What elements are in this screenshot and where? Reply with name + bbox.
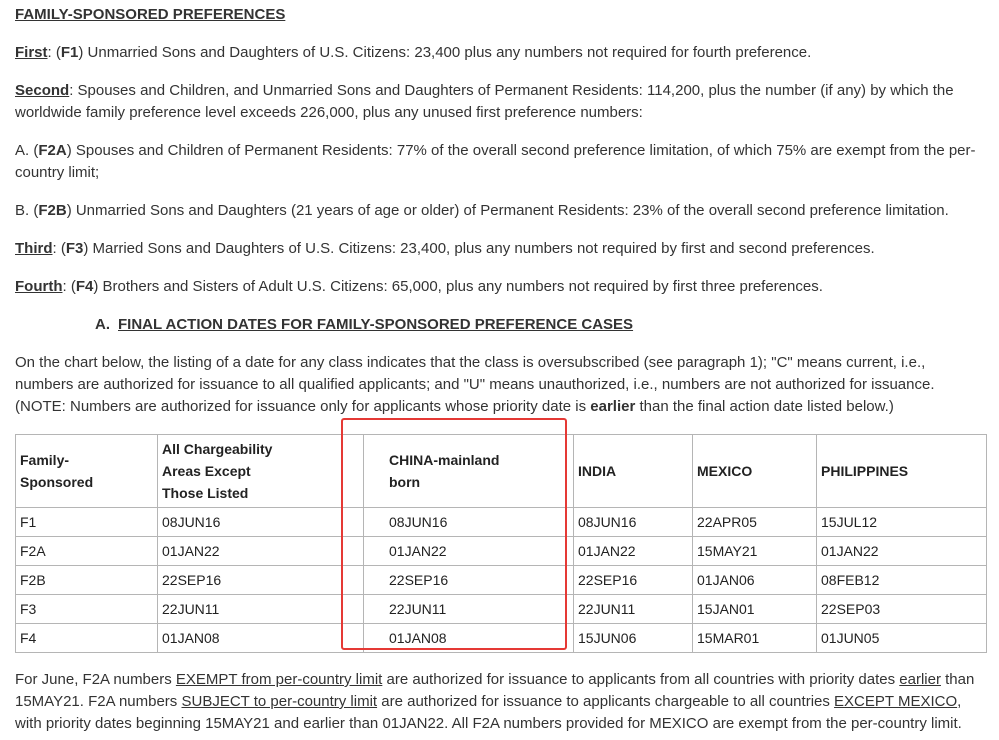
subheading-letter: A. xyxy=(95,316,110,333)
date-cell: 08JUN16 xyxy=(158,508,364,537)
date-cell: 08JUN16 xyxy=(574,508,693,537)
f1-code: F1 xyxy=(60,44,79,61)
table-row xyxy=(16,566,987,595)
preference-cell: F2A xyxy=(16,537,158,566)
header-china-mainland: CHINA-mainland born xyxy=(364,435,574,508)
footer-text-3: than 15MAY21. F2A numbers xyxy=(15,671,975,710)
intro-text-1: On the chart below, the listing of a date for any class indicates that the class is oversubscribed (see paragraph 1); "C" means current, i.e., numbers are authorized for issuance to all qualified applicants; and "U" means unauthorized, i.e., numbers are not authorized for issuance. (NOTE: Numbers are authorized for issuance only for applicants whose priority date is xyxy=(15,354,935,415)
date-cell: 01JAN22 xyxy=(574,537,693,566)
date-cell: 15JUL12 xyxy=(817,508,987,537)
footer-text-5: , with priority dates beginning 15MAY21 and earlier than 01JAN22. All F2A numbers provided for MEXICO are exempt from the per-country limit. xyxy=(15,693,962,732)
table-row xyxy=(16,508,987,537)
third-label: Third xyxy=(15,240,53,257)
preference-cell: F2B xyxy=(16,566,158,595)
footer-paragraph xyxy=(15,669,980,735)
date-cell: 15JUN06 xyxy=(574,624,693,653)
f2b-paragraph xyxy=(15,200,980,222)
earlier-link[interactable]: earlier xyxy=(899,671,941,688)
table-row xyxy=(16,624,987,653)
f2a-prefix: A. ( xyxy=(15,142,39,159)
footer-text-1: For June, F2A numbers xyxy=(15,671,176,688)
header-india: INDIA xyxy=(574,435,693,508)
second-label: Second xyxy=(15,82,70,99)
f2a-code: F2A xyxy=(38,142,67,159)
f2b-prefix: B. ( xyxy=(15,202,39,219)
table-header-row xyxy=(16,435,987,508)
date-cell: 01JAN22 xyxy=(158,537,364,566)
date-cell: 22SEP16 xyxy=(158,566,364,595)
second-text: : Spouses and Children, and Unmarried Sons and Daughters of Permanent Residents: 114,200, plus the number (if any) by which the worldwide family preference level exceeds 226,000, plus any unused first preference numbers: xyxy=(15,82,954,121)
f2b-code: F2B xyxy=(38,202,67,219)
header-family-sponsored: Family- Sponsored xyxy=(16,435,158,508)
header-all-chargeability: All Chargeability Areas Except Those Listed xyxy=(158,435,364,508)
date-cell: 15MAR01 xyxy=(693,624,817,653)
footer-text-2: are authorized for issuance to applicants from all countries with priority dates xyxy=(382,671,900,688)
final-action-dates-table xyxy=(15,434,987,653)
header-mexico: MEXICO xyxy=(693,435,817,508)
f4-code: F4 xyxy=(75,278,94,295)
intro-text-2: than the final action date listed below.) xyxy=(635,398,894,415)
f2a-paragraph xyxy=(15,140,980,184)
fourth-preference-paragraph: Fourth: (F4) Brothers and Sisters of Adult U.S. Citizens: 65,000, plus any numbers not required by first three preferences. xyxy=(15,278,823,295)
date-cell: 15JAN01 xyxy=(693,595,817,624)
final-action-dates-heading xyxy=(95,314,633,336)
intro-bold: earlier xyxy=(590,398,636,415)
section-heading: FAMILY-SPONSORED PREFERENCES xyxy=(15,6,286,23)
fourth-text: ) Brothers and Sisters of Adult U.S. Citizens: 65,000, plus any numbers not required by first three preferences. xyxy=(93,278,823,295)
f3-code: F3 xyxy=(65,240,84,257)
date-cell: 22JUN11 xyxy=(574,595,693,624)
subject-link[interactable]: SUBJECT to per-country limit xyxy=(181,693,378,710)
preference-cell: F4 xyxy=(16,624,158,653)
date-cell: 01JAN08 xyxy=(364,624,574,653)
date-cell: 15MAY21 xyxy=(693,537,817,566)
second-preference-paragraph xyxy=(15,80,980,124)
preference-cell: F1 xyxy=(16,508,158,537)
chart-intro-paragraph xyxy=(15,352,980,418)
first-label: First xyxy=(15,44,48,61)
date-cell: 01JUN05 xyxy=(817,624,987,653)
fourth-label: Fourth xyxy=(15,278,63,295)
date-cell: 01JAN08 xyxy=(158,624,364,653)
date-cell: 22JUN11 xyxy=(364,595,574,624)
table-body xyxy=(16,508,987,653)
table-row xyxy=(16,537,987,566)
date-cell: 22SEP16 xyxy=(574,566,693,595)
preference-cell: F3 xyxy=(16,595,158,624)
first-preference-paragraph: First: (F1) Unmarried Sons and Daughters of U.S. Citizens: 23,400 plus any numbers not required for fourth preference. xyxy=(15,44,812,61)
date-cell: 01JAN06 xyxy=(693,566,817,595)
date-cell: 22SEP16 xyxy=(364,566,574,595)
third-text: ) Married Sons and Daughters of U.S. Citizens: 23,400, plus any numbers not required by first and second preferences. xyxy=(83,240,875,257)
table-row xyxy=(16,595,987,624)
subheading-title: FINAL ACTION DATES FOR FAMILY-SPONSORED PREFERENCE CASES xyxy=(118,316,634,333)
exempt-link[interactable]: EXEMPT from per-country limit xyxy=(175,671,383,688)
date-cell: 08FEB12 xyxy=(817,566,987,595)
third-preference-paragraph: Third: (F3) Married Sons and Daughters of U.S. Citizens: 23,400, plus any numbers not required by first and second preferences. xyxy=(15,240,875,257)
f2b-text: ) Unmarried Sons and Daughters (21 years of age or older) of Permanent Residents: 23% of the overall second preference limitation. xyxy=(66,202,949,219)
except-mexico-link[interactable]: EXCEPT MEXICO xyxy=(834,693,958,710)
f2a-text: ) Spouses and Children of Permanent Residents: 77% of the overall second preference limitation, of which 75% are exempt from the per-country limit; xyxy=(15,142,976,181)
date-cell: 01JAN22 xyxy=(364,537,574,566)
date-cell: 22JUN11 xyxy=(158,595,364,624)
footer-text-4: are authorized for issuance to applicants chargeable to all countries xyxy=(377,693,835,710)
header-philippines: PHILIPPINES xyxy=(817,435,987,508)
first-text: ) Unmarried Sons and Daughters of U.S. Citizens: 23,400 plus any numbers not required for fourth preference. xyxy=(78,44,812,61)
date-cell: 22SEP03 xyxy=(817,595,987,624)
date-cell: 22APR05 xyxy=(693,508,817,537)
date-cell: 08JUN16 xyxy=(364,508,574,537)
date-cell: 01JAN22 xyxy=(817,537,987,566)
